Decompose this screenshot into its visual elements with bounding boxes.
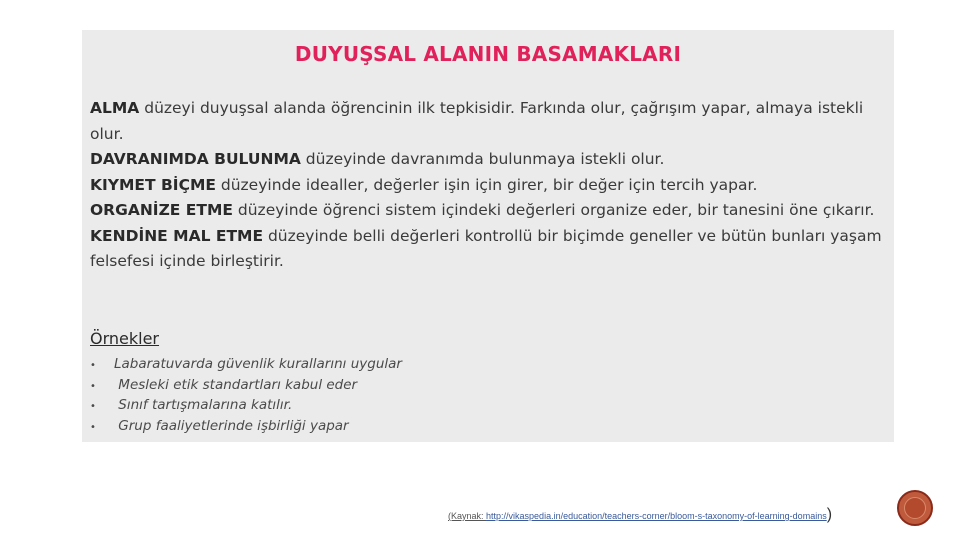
level-keyword: DAVRANIMDA BULUNMA [90,150,301,168]
source-label: (Kaynak: [448,511,487,521]
example-text: Sınıf tartışmalarına katılır. [114,397,293,414]
level-paragraph [90,173,890,199]
list-item [90,354,402,375]
level-keyword: KIYMET BİÇME [90,175,216,194]
slide-title: DUYUŞSAL ALANIN BASAMAKLARI [294,42,682,66]
list-item [90,395,402,416]
level-description: düzeyinde öğrenci sistem içindeki değerleri organize eder, bir tanesini öne çıkarır. [232,201,875,219]
example-text: Mesleki etik standartları kabul eder [114,376,358,393]
level-paragraph [90,198,890,224]
logo-badge-inner [904,497,926,519]
content-panel [82,30,894,442]
level-description: düzeyinde belli değerleri kontrollü bir biçimde geneller ve bütün bunları yaşam felsefesi içinde birleştirir. [90,226,882,270]
bullet-icon: • [90,360,96,371]
bullet-icon: • [90,422,96,434]
list-item [90,375,402,396]
level-paragraph [90,147,890,173]
level-paragraph [90,224,890,275]
levels-text [90,96,890,275]
level-description: düzeyinde idealler, değerler işin için girer, bir değer için tercih yapar. [215,175,758,194]
bullet-icon: • [90,380,96,392]
level-keyword: ALMA [90,99,140,117]
level-description: düzeyi duyuşsal alanda öğrencinin ilk tepkisidir. Farkında olur, çağrışım yapar, almaya istekli olur. [90,99,864,143]
level-keyword: KENDİNE MAL ETME [90,226,264,245]
level-paragraph [90,96,890,147]
list-item [90,416,402,437]
level-description: düzeyinde davranımda bulunmaya istekli olur. [300,150,665,168]
example-text: Labaratuvarda güvenlik kurallarını uygular [114,356,402,372]
examples-heading: Örnekler [90,329,160,348]
bullet-icon: • [90,401,96,413]
logo-badge-icon [897,490,933,526]
example-text: Grup faaliyetlerinde işbirliği yapar [114,418,349,435]
source-close: ) [826,506,833,523]
examples-list [90,354,402,437]
level-keyword: ORGANİZE ETME [90,201,233,219]
source-link[interactable]: http://vikaspedia.in/education/teachers-corner/bloom-s-taxonomy-of-learning-domains [486,511,827,521]
source-citation [448,506,832,524]
